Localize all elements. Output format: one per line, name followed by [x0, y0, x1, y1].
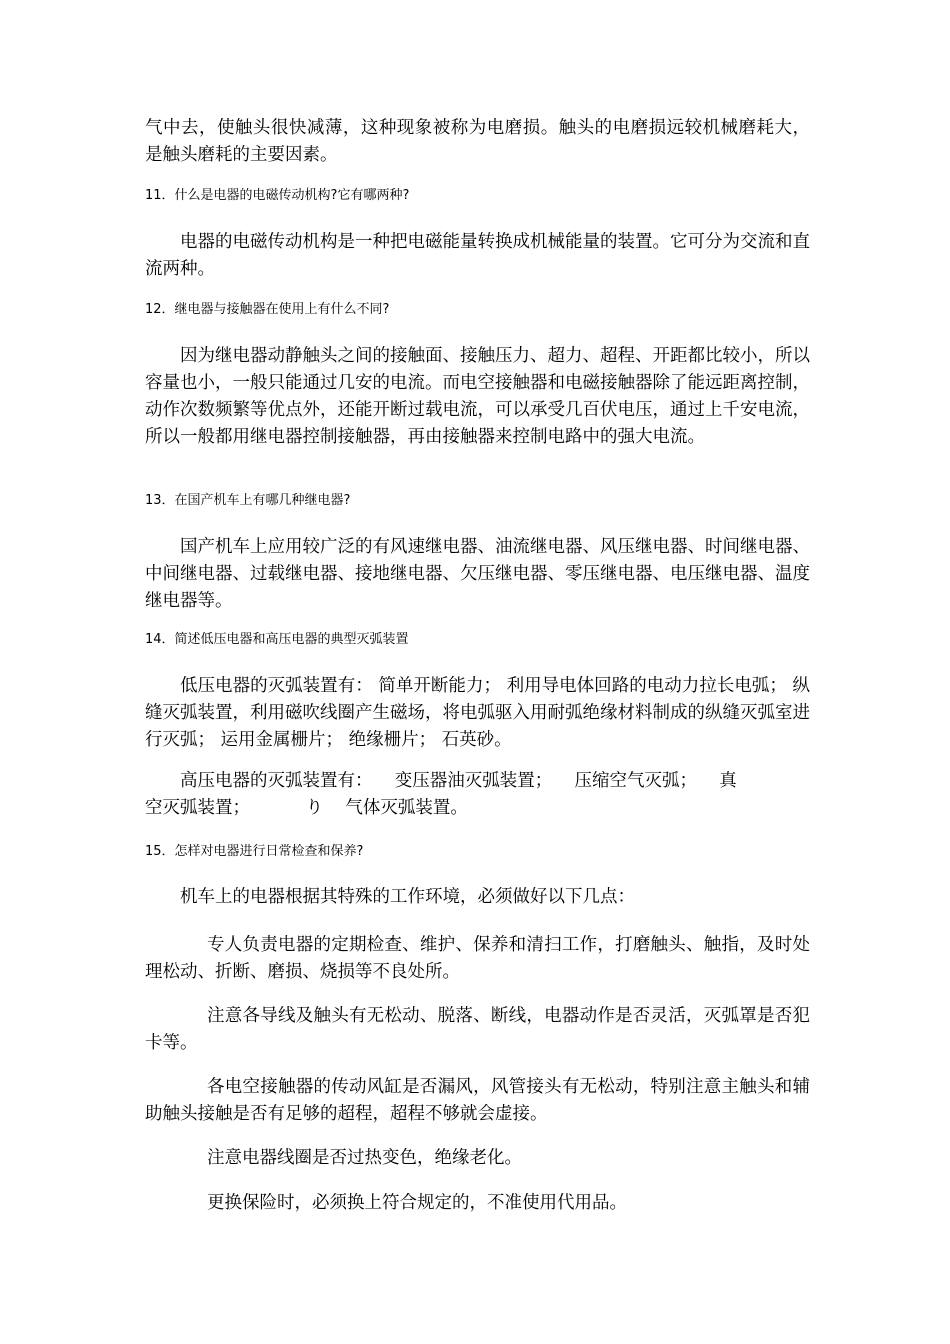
answer-15-intro: 机车上的电器根据其特殊的工作环境，必须做好以下几点： — [180, 887, 635, 907]
answer-15-item-2: 注意各导线及触头有无松动、脱落、断线，电器动作是否灵活，灭弧罩是否犯卡等。 — [145, 1006, 810, 1053]
answer-15-item-4: 注意电器线圈是否过热变色，绝缘老化。 — [207, 1148, 522, 1168]
answer-14-high-voltage-line2: 空灭弧装置； り 气体灭弧装置。 — [145, 798, 468, 818]
question-11: 11．什么是电器的电磁传动机构?它有哪两种? — [145, 188, 410, 203]
question-15: 15．怎样对电器进行日常检查和保养? — [145, 844, 364, 859]
answer-13: 国产机车上应用较广泛的有风速继电器、油流继电器、风压继电器、时间继电器、中间继电器、过载继电器、接地继电器、欠压继电器、零压继电器、电压继电器、温度继电器等。 — [145, 537, 810, 611]
answer-11: 电器的电磁传动机构是一种把电磁能量转换成机械能量的装置。它可分为交流和直流两种。 — [145, 232, 810, 279]
question-13: 13．在国产机车上有哪几种继电器? — [145, 493, 351, 508]
question-14: 14．简述低压电器和高压电器的典型灭弧装置 — [145, 632, 409, 647]
question-12: 12．继电器与接触器在使用上有什么不同? — [145, 302, 390, 317]
answer-15-item-1: 专人负责电器的定期检查、维护、保养和清扫工作，打磨触头、触指，及时处理松动、折断、磨损、烧损等不良处所。 — [145, 935, 810, 982]
answer-14-low-voltage: 低压电器的灭弧装置有： 简单开断能力； 利用导电体回路的电动力拉长电弧； 纵缝灭弧装置，利用磁吹线圈产生磁场，将电弧驱入用耐弧绝缘材料制成的纵缝灭弧室进行灭弧； 运用金属栅片； 绝缘栅片； 石英砂。 — [145, 676, 810, 750]
answer-15-item-3: 各电空接触器的传动风缸是否漏风，风管接头有无松动，特别注意主触头和辅助触头接触是否有足够的超程，超程不够就会虚接。 — [145, 1077, 810, 1124]
answer-15-item-5: 更换保险时，必须换上符合规定的，不准使用代用品。 — [207, 1193, 627, 1213]
answer-12: 因为继电器动静触头之间的接触面、接触压力、超力、超程、开距都比较小，所以容量也小，一般只能通过几安的电流。而电空接触器和电磁接触器除了能远距离控制，动作次数频繁等优点外，还能开断过载电流，可以承受几百伏电压，通过上千安电流，所以一般都用继电器控制接触器，再由接触器来控制电路中的强大电流。 — [145, 346, 810, 447]
paragraph-continuation: 气中去，使触头很快减薄，这种现象被称为电磨损。触头的电磨损远较机械磨耗大， 是触头磨耗的主要因素。 — [145, 118, 810, 165]
answer-14-high-voltage-line1: 高压电器的灭弧装置有： 变压器油灭弧装置； 压缩空气灭弧； 真 — [180, 771, 737, 791]
